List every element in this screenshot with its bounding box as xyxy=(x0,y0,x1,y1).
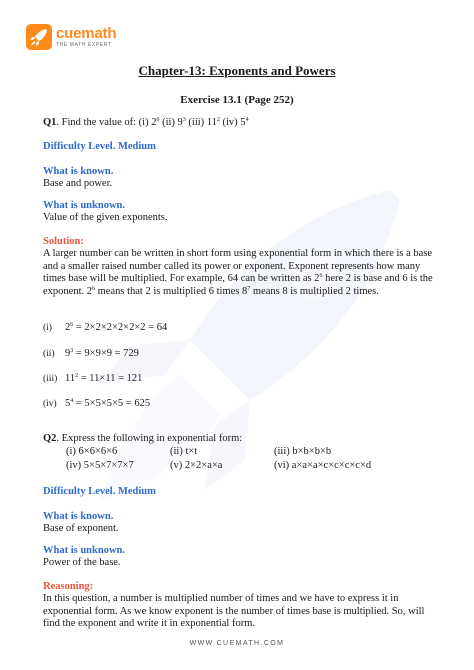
q1-answer-iii: (iii) $11^2 = 11\times 11 = 121$ xyxy=(43,373,143,384)
q1-solution-text: A larger number can be written in short form using exponential form in which there is a base and a smaller raised number called its power or exponent. Exponent represents how many times base will be multiplied. For example, 64 can be written as $2^6$ here 2 is base and 6 is the exponent. $2^6$ means that 2 is multiplied 6 times $8^7$ means 8 is multiplied 2 times. xyxy=(43,248,433,297)
q2-unknown-heading: What is unknown. xyxy=(43,545,125,556)
q1-solution-heading: Solution: xyxy=(43,236,84,247)
q1-answer-i: (i) $2^6 = 2\times 2\times 2\times 2\times 2\times 2 = 64$ xyxy=(43,322,168,333)
q2-item: (vi) a×a×a×c×c×c×c×d xyxy=(274,460,372,471)
exercise-heading: Exercise 13.1 (Page 252) xyxy=(180,94,294,106)
q1-difficulty: Difficulty Level. Medium xyxy=(43,141,156,152)
q2-known-heading: What is known. xyxy=(43,511,114,522)
q2-item: (v) 2×2×a×a xyxy=(170,460,223,471)
q2-item: (i) 6×6×6×6 xyxy=(66,446,118,457)
q2-unknown-text: Power of the base. xyxy=(43,557,121,568)
q1-answer-iv: (iv) $5^4 = 5\times 5\times 5\times 5 = 625$ xyxy=(43,398,151,409)
rocket-logo-icon xyxy=(26,24,52,50)
q2-items-row-1 xyxy=(66,446,331,457)
q1-known-text: Base and power. xyxy=(43,178,113,189)
brand-name: cuemath xyxy=(56,25,117,42)
q2-question: Q2. Express the following in exponential form: xyxy=(43,433,243,444)
footer-url: WWW.CUEMATH.COM xyxy=(189,640,285,647)
q2-items-row-2 xyxy=(66,460,371,471)
q2-item: (iii) b×b×b×b xyxy=(274,446,332,457)
brand-tagline: THE MATH EXPERT xyxy=(56,42,112,48)
q2-reasoning-text: In this question, a number is multiplied number of times and we have to express it in exponential form. As we know exponent is the number of times base is multiplied. So, will find the exponent and write it in exponential form. xyxy=(43,593,425,629)
q2-difficulty: Difficulty Level. Medium xyxy=(43,486,156,497)
chapter-title: Chapter-13: Exponents and Powers xyxy=(138,63,336,78)
q1-known-heading: What is known. xyxy=(43,166,114,177)
q1-answer-ii: (ii) $9^3 = 9\times 9\times 9 = 729$ xyxy=(43,348,139,359)
q2-reasoning-heading: Reasoning: xyxy=(43,581,94,592)
q1-question: Q1. Find the value of: (i) $2^6$ (ii) $9^3$ (iii) $11^2$ (iv) $5^4$ xyxy=(43,117,249,128)
cuemath-logo xyxy=(26,24,116,50)
q1-unknown-text: Value of the given exponents. xyxy=(43,212,168,223)
q2-item: (ii) t×t xyxy=(170,446,198,457)
q2-item: (iv) 5×5×7×7×7 xyxy=(66,460,134,471)
q2-known-text: Base of exponent. xyxy=(43,523,119,534)
q1-unknown-heading: What is unknown. xyxy=(43,200,125,211)
